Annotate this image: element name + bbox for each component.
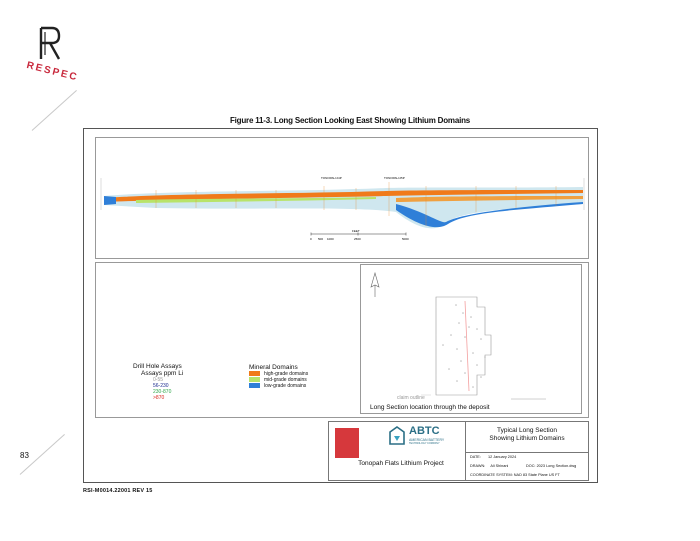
section-label-2: TONOPAH 25P bbox=[384, 176, 405, 180]
abtc-subtitle: AMERICAN BATTERY bbox=[409, 438, 445, 442]
domain-label-mid: mid-grade domains bbox=[264, 377, 307, 383]
doc-label: DOC: bbox=[526, 464, 536, 468]
drawn-value: Ali Shinani bbox=[490, 464, 509, 468]
domain-item-low bbox=[249, 383, 308, 389]
section-label-1: TONOPAH 24P bbox=[321, 176, 342, 180]
assay-item-1: 0-55 bbox=[153, 377, 164, 383]
north-arrow-icon bbox=[371, 273, 379, 297]
date-row bbox=[470, 455, 516, 459]
scale-tick-3: 2500 bbox=[354, 237, 361, 241]
mid-grade-swatch bbox=[249, 377, 260, 382]
figure-title: Figure 11-3. Long Section Looking East Showing Lithium Domains bbox=[229, 116, 471, 125]
scale-tick-0: 0 bbox=[310, 237, 312, 241]
date-value: 12 January 2024 bbox=[487, 455, 517, 459]
scale-title: FEET bbox=[352, 229, 360, 233]
title-block bbox=[328, 421, 589, 481]
claim-outline-label: claim outline bbox=[397, 395, 425, 401]
drawn-label: DRAWN: bbox=[470, 464, 486, 468]
map-caption: Long Section location through the deposit bbox=[370, 404, 490, 411]
scale-tick-4: 5000 bbox=[402, 237, 409, 241]
coordinate-system: COORDINATE SYSTEM: NAD 83 State Plane US FT bbox=[470, 473, 560, 477]
project-name: Tonopah Flats Lithium Project bbox=[358, 460, 444, 467]
assay-item-4: >870 bbox=[153, 395, 165, 401]
location-map bbox=[360, 264, 582, 414]
long-section-panel bbox=[95, 137, 589, 259]
drill-hole-legend bbox=[133, 363, 183, 401]
scale-tick-1: 500 bbox=[318, 237, 324, 241]
page-number: 83 bbox=[20, 451, 29, 460]
high-grade-swatch bbox=[249, 371, 260, 376]
respec-logo-icon bbox=[38, 25, 62, 61]
respec-mini-logo bbox=[335, 428, 359, 458]
low-grade-swatch bbox=[249, 383, 260, 388]
assay-item-2: 56-230 bbox=[153, 383, 169, 389]
doc-row bbox=[526, 464, 576, 468]
claim-map-graphic bbox=[361, 265, 583, 415]
drawing-heading: Typical Long Section Showing Lithium Domains bbox=[489, 427, 565, 442]
domain-label-high: high-grade domains bbox=[264, 371, 309, 377]
abtc-title: ABTC bbox=[409, 425, 440, 437]
date-label: DATE: bbox=[470, 455, 481, 459]
drawn-row bbox=[470, 464, 508, 468]
doc-value: 2023 Long Section.dwg bbox=[536, 464, 577, 468]
assays-subtitle: Assays ppm Li bbox=[141, 370, 184, 377]
mineral-domains-title: Mineral Domains bbox=[249, 364, 298, 371]
abtc-logo-icon bbox=[389, 426, 405, 446]
respec-logo-text: RESPEC bbox=[25, 60, 80, 84]
drill-hole-title: Drill Hole Assays bbox=[133, 363, 182, 370]
abtc-subtitle-2: TECHNOLOGY COMPANY bbox=[409, 442, 440, 445]
document-footer: RSI-M0014.22001 REV 15 bbox=[83, 488, 153, 494]
assay-item-3: 230-870 bbox=[153, 389, 172, 395]
scale-tick-2: 1000 bbox=[327, 237, 334, 241]
domain-label-low: low-grade domains bbox=[264, 383, 307, 389]
title-block-hline bbox=[466, 452, 588, 453]
long-section-graphic bbox=[96, 138, 590, 260]
mineral-domains-legend bbox=[249, 364, 308, 389]
